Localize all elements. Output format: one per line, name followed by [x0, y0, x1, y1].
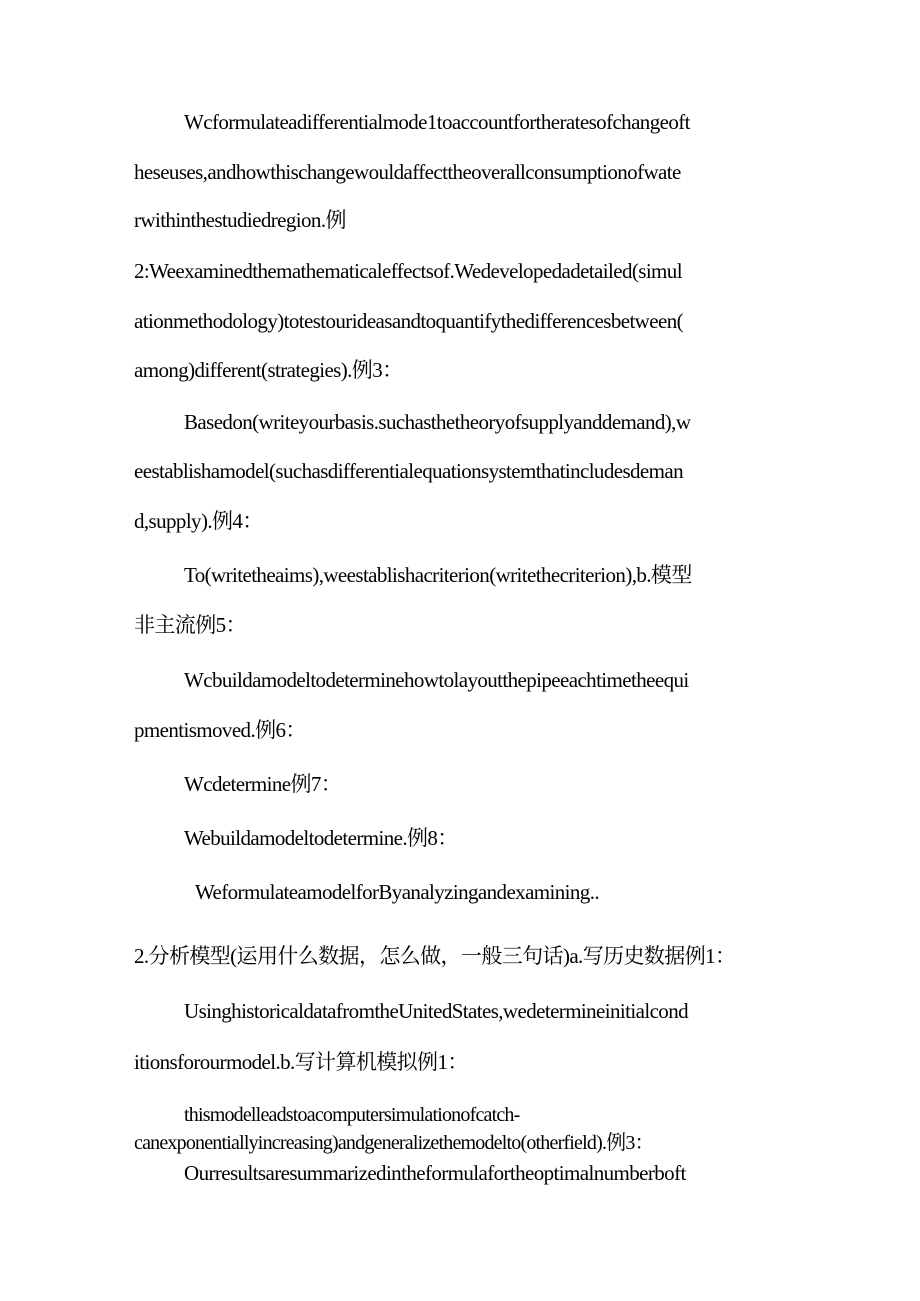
- text-line: Ourresultsaresummarizedintheformulafortheoptimalnumberboft: [184, 1161, 686, 1185]
- text-line: WeformulateamodelforByanalyzingandexamining..: [195, 880, 599, 904]
- text-line: eestablishamodel(suchasdifferentialequationsystemthatincludesdeman: [134, 459, 683, 483]
- text-line: Basedon(writeyourbasis.suchasthetheoryofsupplyanddemand),w: [184, 410, 691, 434]
- text-line: among)different(strategies).例3：: [134, 358, 403, 382]
- text-line: heseuses,andhowthischangewouldaffecttheoverallconsumptionofwate: [134, 160, 681, 184]
- text-line: Wcdetermine例7：: [184, 772, 342, 796]
- text-line: To(writetheaims),weestablishacriterion(writethecriterion),b.模型: [184, 563, 692, 587]
- text-line: 2:Weexaminedthemathematicaleffectsof.Wedevelopedadetailed(simul: [134, 259, 682, 283]
- text-line: canexponentiallyincreasing)andgeneralizethemodelto(otherfield).例3：: [134, 1132, 654, 1154]
- text-line: d,supply).例4：: [134, 509, 263, 533]
- text-line: Webuildamodeltodetermine.例8：: [184, 826, 458, 850]
- text-line: ationmethodology)totestourideasandtoquantifythedifferencesbetween(: [134, 309, 683, 333]
- text-line: thismodelleadstoacomputersimulationofcatch-: [184, 1104, 520, 1126]
- text-line: Wcformulateadifferentialmode1toaccountfortheratesofchangeoft: [184, 110, 690, 134]
- section-heading: 2.分析模型(运用什么数据，怎么做，一般三句话)a.写历史数据例1：: [134, 944, 736, 968]
- text-line: itionsforourmodel.b.写计算机模拟例1：: [134, 1050, 468, 1074]
- text-line: Wcbuildamodeltodeterminehowtolayoutthepipeeachtimetheequi: [184, 668, 689, 692]
- text-line: UsinghistoricaldatafromtheUnitedStates,wedetermineinitialcond: [184, 999, 688, 1023]
- text-line: pmentismoved.例6：: [134, 718, 306, 742]
- text-line: rwithinthestudiedregion.例: [134, 208, 346, 232]
- text-line: 非主流例5：: [134, 613, 246, 637]
